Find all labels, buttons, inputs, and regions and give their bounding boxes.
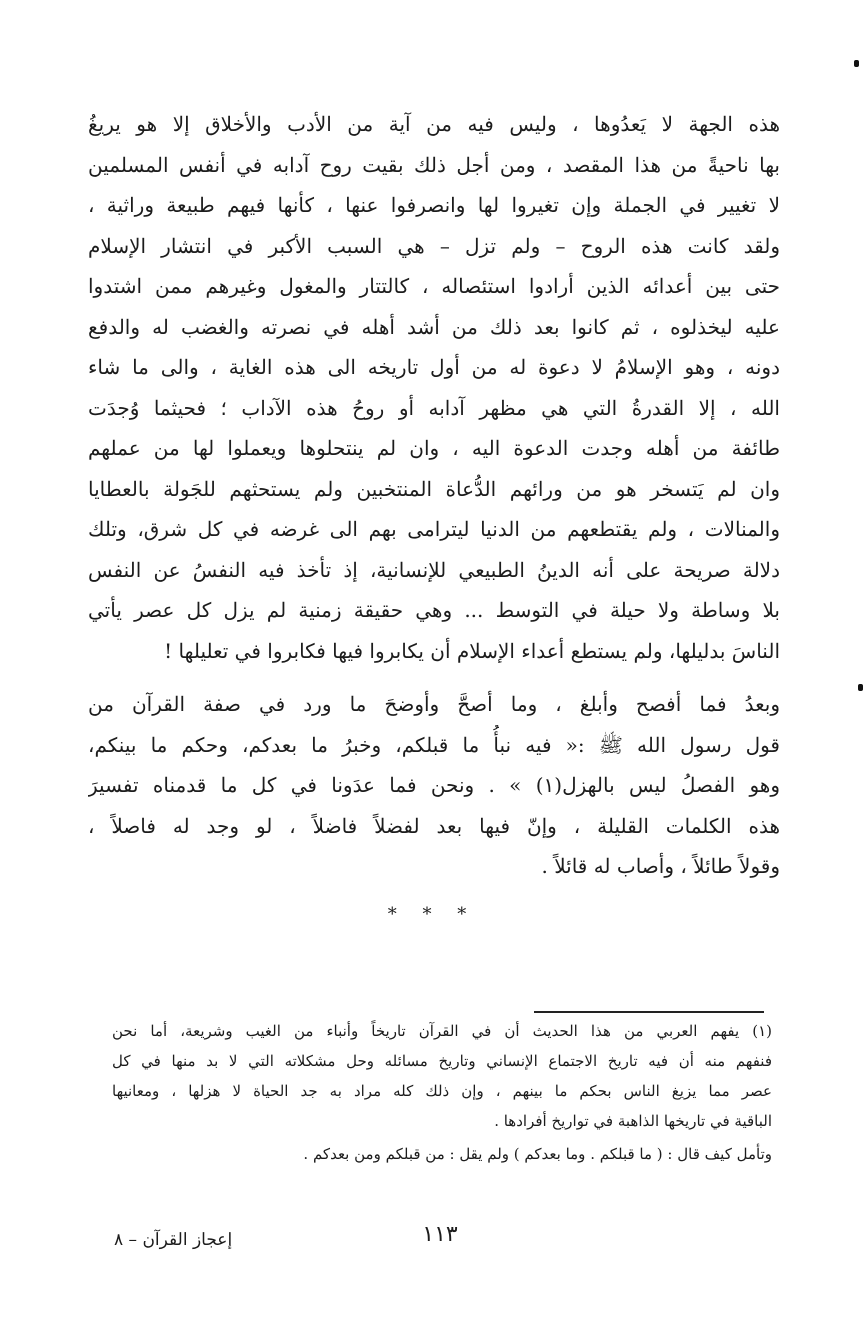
text-line: بلا وساطة ولا حيلة في التوسط ... وهي حقيقة زمنية لم يزل كل عصر يأتي: [88, 598, 780, 622]
text-line: وهو الفصلُ ليس بالهزل(١) » . ونحن فما عدَونا في كل ما قدمناه تفسيرَ: [88, 773, 780, 797]
footnote-rule: [534, 1011, 764, 1013]
text-line: وبعدُ فما أفصح وأبلغ ، وما أصحَّ وأوضحَ ما ورد في صفة القرآن من: [88, 692, 780, 716]
text-line: وان لم يَتسخر هو من ورائهم الدُّعاة المنتخبين ولم يستحثهم للجَولة بالعطايا: [88, 476, 780, 501]
text-line: والمنالات ، ولم يقتطعهم من الدنيا ليترامى بهم الى غرضه في كل شرق، وتلك: [88, 517, 780, 541]
body-paragraph-1: [88, 104, 780, 671]
text-line: حتى بين أعدائه الذين أرادوا استئصاله ، كالتتار والمغول وغيرهم ممن اشتدوا: [88, 274, 780, 298]
page-number: ١١٣: [422, 1222, 458, 1247]
margin-mark: [854, 60, 859, 67]
footnote-block: [112, 1016, 772, 1172]
footer-book-title: إعجاز القرآن – ٨: [114, 1230, 233, 1250]
section-separator: * * *: [387, 904, 477, 925]
text-line: بها ناحيةً من هذا المقصد ، ومن أجل ذلك بقيت روح آدابه في أنفس المسلمين: [88, 152, 780, 177]
text-line: لا تغيير في الجملة وإن تغيروا لها وانصرفوا عنها ، كأنها فيهم طبيعة وراثية ،: [88, 193, 780, 217]
text-line: هذه الجهة لا يَعدُوها ، وليس فيه من آية من الأدب والأخلاق إلا هو يريغُ: [88, 112, 780, 136]
text-line: طائفة من أهله وجدت الدعوة اليه ، وان لم ينتحلوها ويعملوا لها من عملهم: [88, 436, 780, 460]
text-line: ولقد كانت هذه الروح – ولم تزل – هي السبب الأكبر في انتشار الإسلام: [88, 233, 780, 258]
text-line: وقولاً طائلاً ، وأصاب له قائلاً .: [541, 854, 780, 878]
body-paragraph-2: [88, 684, 780, 887]
footnote-line: (١) يفهم العربي من هذا الحديث أن في القرآن تاريخاً وأنباء من الغيب وشريعة، أما نحن: [112, 1022, 772, 1040]
text-line: قول رسول الله ﷺ :« فيه نبأُ ما قبلكم، وخبرُ ما بعدكم، وحكم ما بينكم،: [88, 732, 780, 757]
footnote-line: فنفهم منه أن فيه تاريخ الاجتماع الإنساني وتاريخ مسائله وحل مشكلاته التي لا بد منها في كل: [112, 1052, 772, 1070]
text-line: هذه الكلمات القليلة ، وإنّ فيها بعد لفضلاً فاضلاً ، لو وجد له فاصلاً ،: [88, 813, 780, 838]
footnote-line: الباقية في تاريخها الذاهبة في تواريخ أفرادها .: [494, 1112, 772, 1130]
text-line: عليه ليخذلوه ، ثم كانوا بعد ذلك من أشد أهله في نصرته والغضب له والدفع: [88, 314, 780, 339]
margin-mark: [858, 684, 863, 691]
footnote-note: وتأمل كيف قال : ( ما قبلكم . وما بعدكم ) ولم يقل : من قبلكم ومن بعدكم .: [303, 1145, 772, 1163]
text-line: دلالة صريحة على أنه الدينُ الطبيعي للإنسانية، إذ تأخذ فيه النفسُ عن النفس: [88, 557, 780, 582]
text-line: دونه ، وهو الإسلامُ لا دعوة له من أول تاريخه الى هذه الغاية ، والى ما شاء: [88, 355, 780, 379]
footnote-line: عصر مما يزيغ الناس بحكم ما بينهم ، وإن ذلك كله مراد به جد الحياة لا هزلها ، ومعانيها: [112, 1082, 772, 1100]
text-line: الناسَ بدليلها، ولم يستطع أعداء الإسلام أن يكابروا فيها فكابروا في تعليلها !: [164, 638, 780, 663]
text-line: الله ، إلا القدرةُ التي هي مظهر آدابه أو روحُ هذه الآداب ؛ فحيثما وُجدَت: [88, 395, 780, 420]
